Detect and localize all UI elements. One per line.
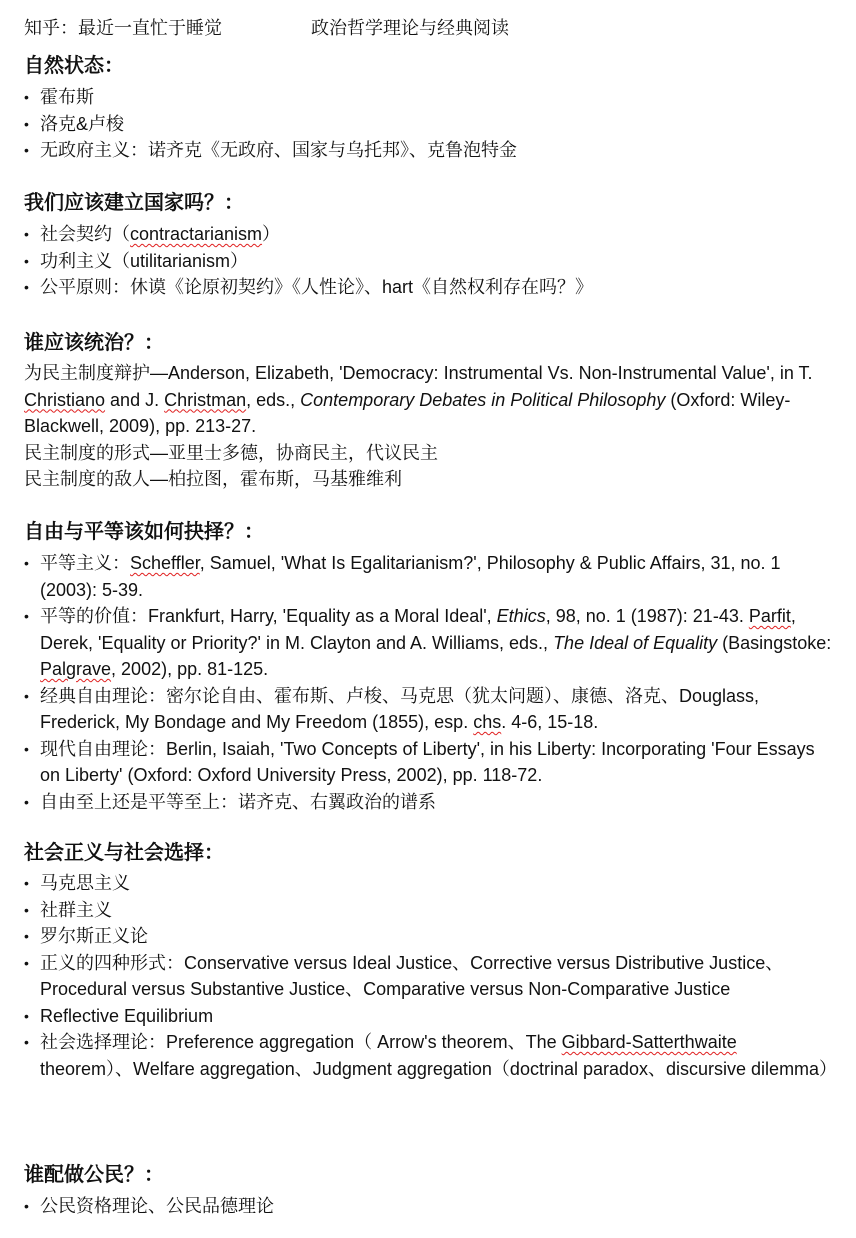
heading-liberty-equality: 自由与平等该如何抉择？： [24, 521, 264, 543]
list-item [24, 1029, 838, 1082]
list-item: • 霍布斯 [24, 84, 834, 111]
item-text: ） [262, 224, 281, 244]
text-run: (Basingstoke: [717, 632, 832, 653]
list-state-of-nature [24, 84, 834, 164]
text-run: and J. [105, 389, 165, 410]
text-run: . 4-6, 15-18. [501, 712, 599, 732]
heading-who-should-rule: 谁应该统治？： [24, 332, 164, 354]
paragraphs-who-should-rule [24, 360, 834, 493]
book-title: Contemporary Debates in Political Philosophy [300, 389, 666, 410]
spellcheck-word: Parfit [748, 606, 791, 626]
list-item: • 自由至上还是平等至上：诺齐克、右翼政治的谱系 [24, 789, 834, 816]
spellcheck-word: chs [473, 712, 502, 732]
list-citizenship [24, 1193, 834, 1220]
item-text: 社会契约（ [40, 224, 130, 244]
heading-state-of-nature: 自然状态： [24, 55, 124, 77]
list-item [24, 221, 834, 248]
list-item: • Reflective Equilibrium [24, 1003, 834, 1030]
heading-citizenship: 谁配做公民？： [24, 1164, 164, 1186]
paragraph-democracy-forms: 民主制度的形式—亚里士多德，协商民主，代议民主 [24, 442, 438, 463]
list-item [24, 550, 834, 603]
text-run: (Oxford: Wiley-Blackwell, 2009), pp. 213-27. [24, 389, 791, 436]
spellcheck-word: Palgrave [40, 659, 112, 679]
book-title: The Ideal of Equality [553, 632, 718, 653]
list-item: • 公平原则：休谟《论原初契约》《人性论》、hart《自然权利存在吗？》 [24, 274, 834, 301]
spellcheck-word: Christman [164, 389, 247, 410]
list-item [24, 683, 834, 736]
list-item: • 社群主义 [24, 897, 834, 924]
list-item: • 功利主义（utilitarianism） [24, 248, 834, 275]
paragraph-democracy-enemies: 民主制度的敌人—柏拉图，霍布斯，马基雅维利 [24, 469, 402, 489]
text-run: 平等主义： [40, 553, 130, 573]
text-run: theorem）、Welfare aggregation、Judgment aggregation（doctrinal paradox、discursive dilemma） [40, 1058, 838, 1079]
spellcheck-word: contractarianism [130, 224, 263, 244]
list-liberty-equality [24, 550, 834, 815]
heading-social-justice: 社会正义与社会选择： [24, 842, 224, 864]
text-run: 平等的价值：Frankfurt, Harry, 'Equality as a Moral Ideal', [40, 606, 497, 626]
text-run: , Samuel, 'What Is Egalitarianism?', Philosophy & Public Affairs, 31, no. 1 (2003): 5-39. [40, 553, 781, 600]
list-social-justice [24, 870, 838, 1082]
list-item: • 公民资格理论、公民品德理论 [24, 1193, 834, 1220]
list-item: • 马克思主义 [24, 870, 834, 897]
text-run: , Derek, 'Equality or Priority?' in M. Clayton and A. Williams, eds., [40, 606, 796, 653]
spellcheck-word: Gibbard-Satterthwaite [561, 1032, 737, 1052]
header-line [24, 16, 509, 40]
list-should-we-build-state [24, 221, 834, 301]
text-run: , eds., [246, 389, 301, 410]
spellcheck-word: Christiano [24, 389, 106, 410]
text-run: 社会选择理论：Preference aggregation（ Arrow's theorem、The [40, 1032, 562, 1052]
text-run: , 2002), pp. 81-125. [111, 659, 269, 679]
journal-title: Ethics [496, 606, 546, 626]
spellcheck-word: Scheffler [130, 553, 200, 573]
list-item: • 罗尔斯正义论 [24, 923, 834, 950]
paragraph-democracy-defense [24, 360, 834, 440]
heading-should-we-build-state: 我们应该建立国家吗？： [24, 192, 244, 214]
document-title: 政治哲学理论与经典阅读 [311, 18, 509, 38]
text-run: , 98, no. 1 (1987): 21-43. [545, 606, 749, 626]
source-label: 知乎：最近一直忙于睡觉 [24, 18, 222, 38]
list-item: • 洛克&卢梭 [24, 111, 834, 138]
text-run: 为民主制度辩护—Anderson, Elizabeth, 'Democracy: Instrumental Vs. Non-Instrumental Value', in T. [24, 363, 813, 383]
text-run: 经典自由理论：密尔论自由、霍布斯、卢梭、马克思（犹太问题）、康德、洛克、Douglass, Frederick, My Bondage and My Freedom (1855), esp. [40, 685, 760, 732]
list-item: • 正义的四种形式：Conservative versus Ideal Justice、Corrective versus Distributive Justice、Procedural versus Substantive Justice、Comparative versus Non-Comparative Justice [24, 950, 834, 1003]
list-item [24, 603, 834, 683]
list-item: • 现代自由理论：Berlin, Isaiah, 'Two Concepts of Liberty', in his Liberty: Incorporating 'Four Essays on Liberty' (Oxford: Oxford University Press, 2002), pp. 118-72. [24, 736, 834, 789]
list-item: • 无政府主义：诺齐克《无政府、国家与乌托邦》、克鲁泡特金 [24, 137, 834, 164]
